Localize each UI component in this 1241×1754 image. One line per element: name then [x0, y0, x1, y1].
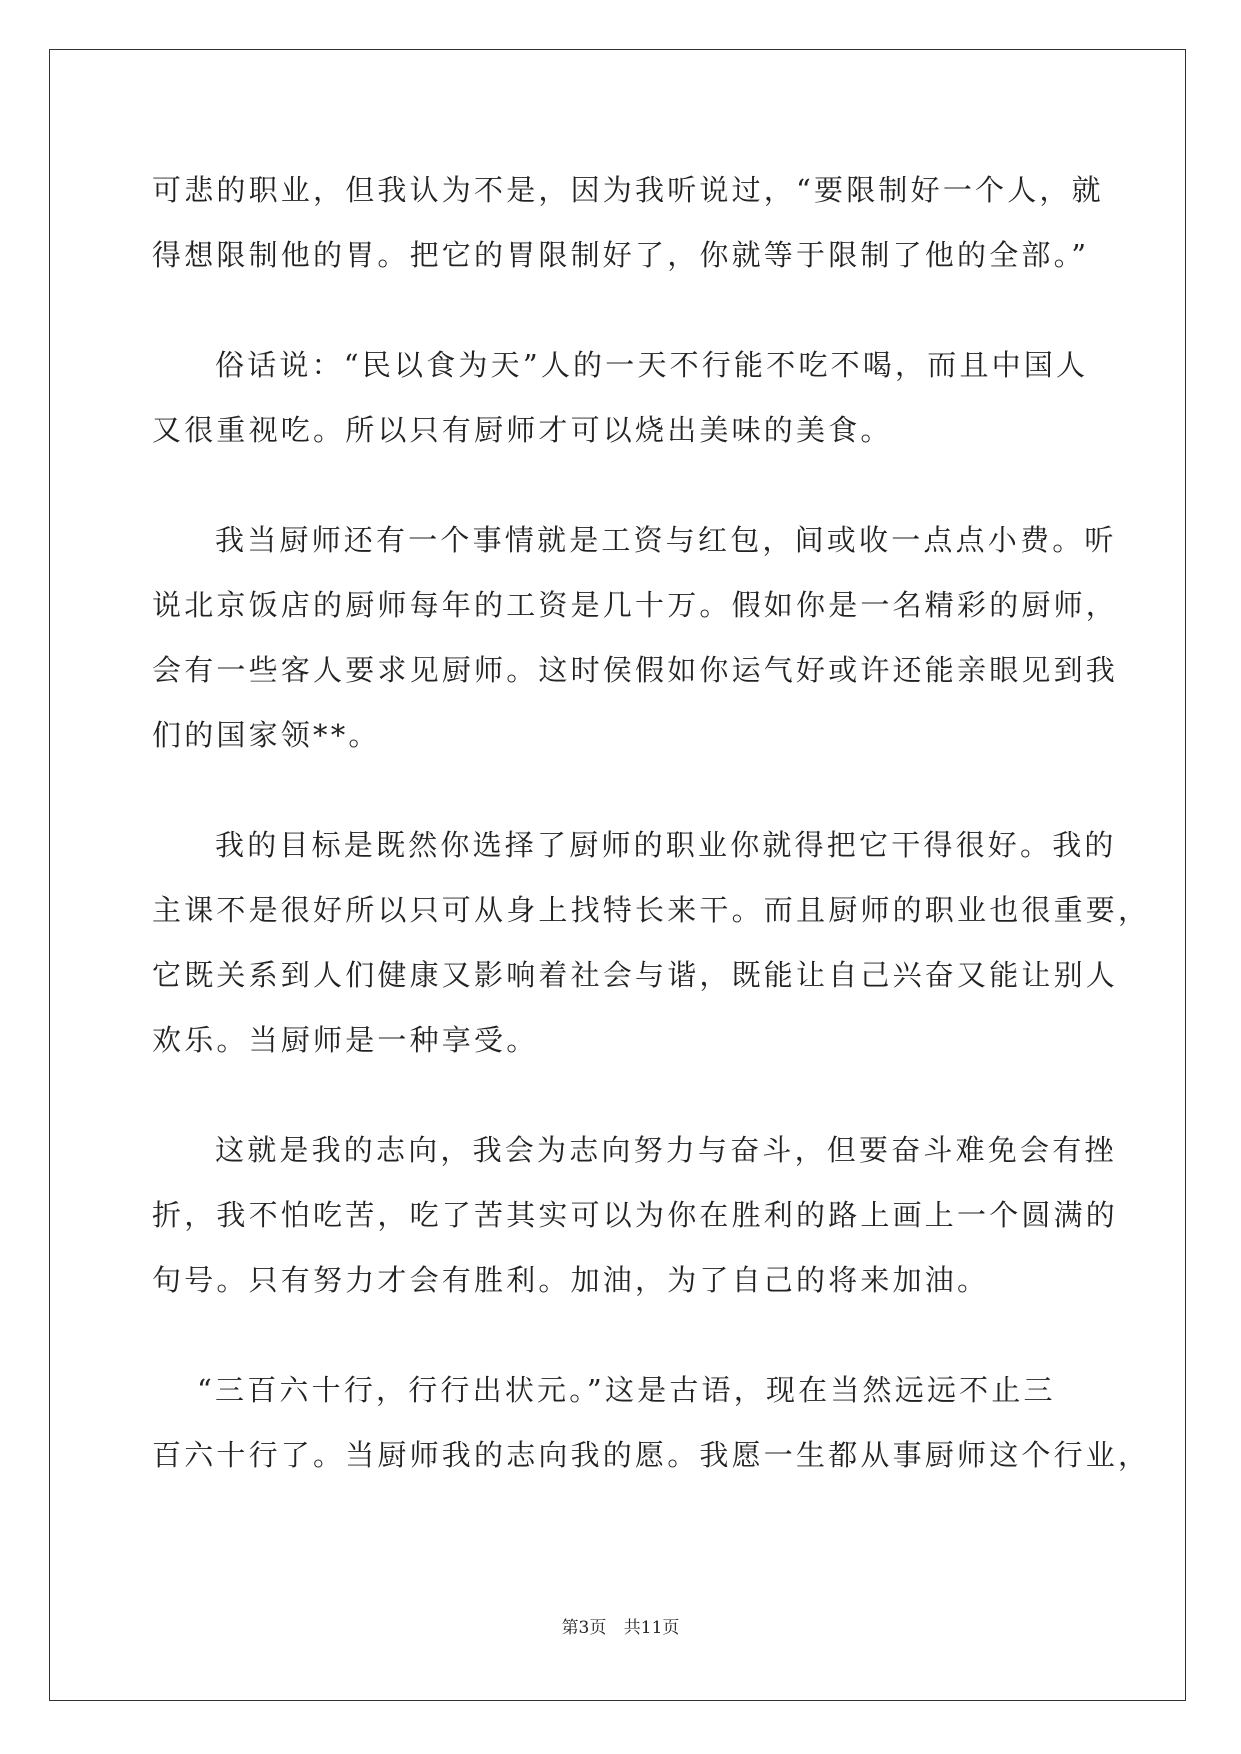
text-line: 折，我不怕吃苦，吃了苦其实可以为你在胜利的路上画上一个圆满的 [152, 1198, 1119, 1232]
text-line: “三百六十行，行行出状元。”这是古语，现在当然远远不止三 [197, 1373, 1056, 1407]
document-body [152, 158, 1151, 1488]
text-line: 得想限制他的胃。把它的胃限制好了，你就等于限制了他的全部。” [152, 238, 1090, 272]
paragraph [152, 813, 1151, 1073]
text-line: 百六十行了。当厨师我的志向我的愿。我愿一生都从事厨师这个行业， [152, 1438, 1151, 1472]
text-line: 可悲的职业，但我认为不是，因为我听说过，“要限制好一个人，就 [152, 173, 1104, 207]
paragraph [152, 333, 1092, 463]
text-line: 句号。只有努力才会有胜利。加油，为了自己的将来加油。 [152, 1263, 990, 1297]
paragraph [152, 158, 1104, 288]
text-line: 俗话说：“民以食为天”人的一天不行能不吃不喝，而且中国人 [215, 348, 1089, 382]
text-line: 又很重视吃。所以只有厨师才可以烧出美味的美食。 [152, 413, 893, 447]
page-number: 第3页 [561, 1618, 607, 1638]
page-total: 共11页 [623, 1618, 680, 1638]
paragraph [152, 1118, 1119, 1313]
text-line: 这就是我的志向，我会为志向努力与奋斗，但要奋斗难免会有挫 [215, 1133, 1117, 1167]
text-line: 会有一些客人要求见厨师。这时侯假如你运气好或许还能亲眼见到我 [152, 653, 1119, 687]
text-line: 欢乐。当厨师是一种享受。 [152, 1023, 539, 1057]
page-footer [0, 1613, 1241, 1638]
text-line: 主课不是很好所以只可从身上找特长来干。而且厨师的职业也很重要， [152, 893, 1151, 927]
paragraph [152, 508, 1119, 768]
text-line: 们的国家领**。 [152, 718, 381, 752]
text-line: 它既关系到人们健康又影响着社会与谐，既能让自己兴奋又能让别人 [152, 958, 1119, 992]
text-line: 我的目标是既然你选择了厨师的职业你就得把它干得很好。我的 [215, 828, 1117, 862]
paragraph [152, 1358, 1151, 1488]
text-line: 我当厨师还有一个事情就是工资与红包，间或收一点点小费。听 [215, 523, 1117, 557]
text-line: 说北京饭店的厨师每年的工资是几十万。假如你是一名精彩的厨师， [152, 588, 1119, 622]
